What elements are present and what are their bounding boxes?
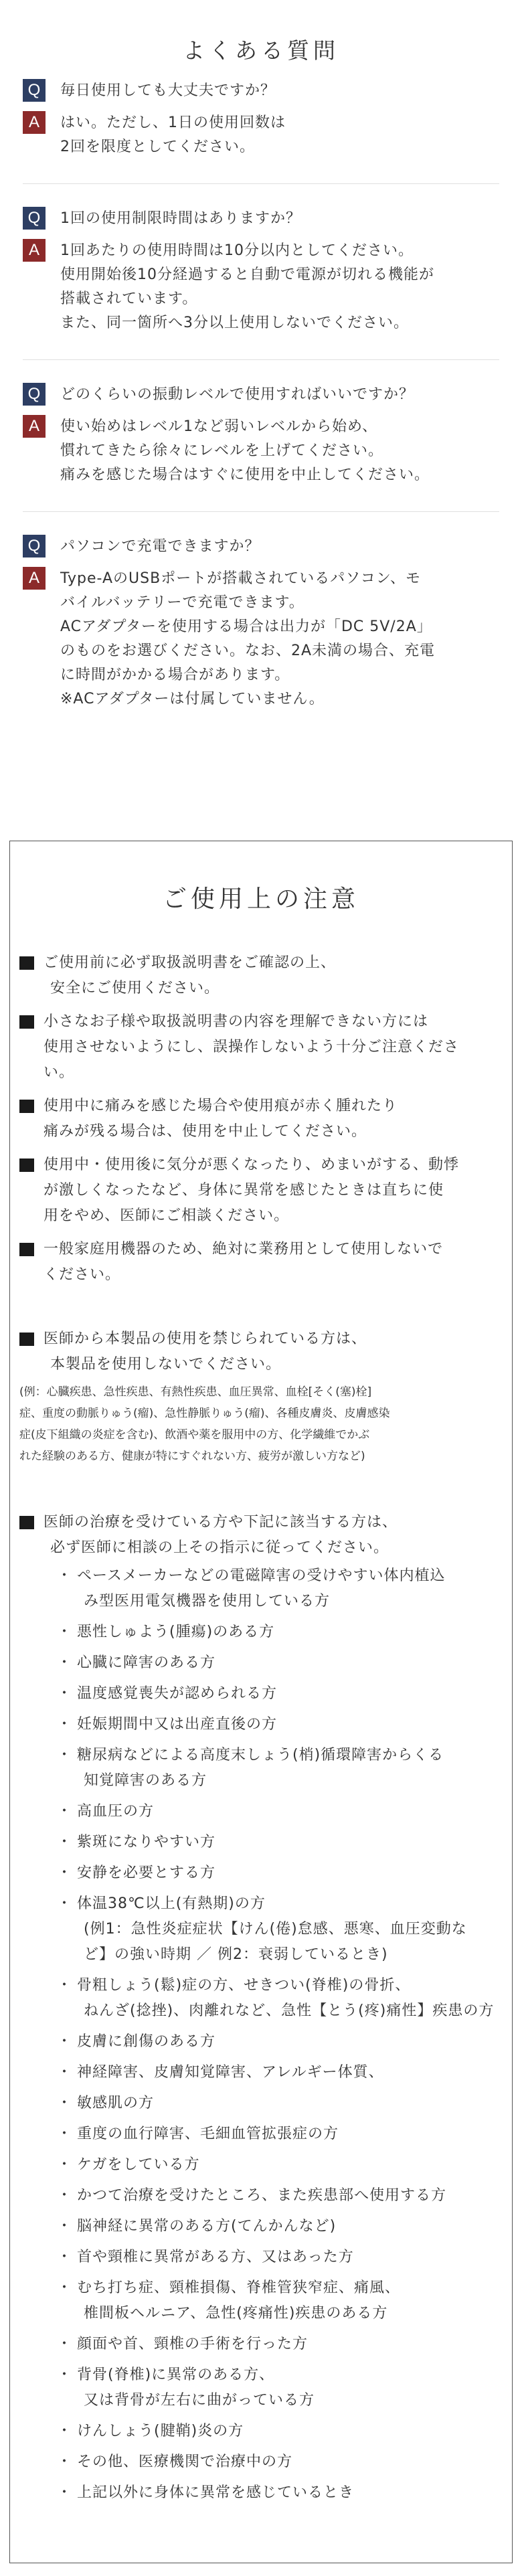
text-line: ご使用前に必ず取扱説明書をご確認の上、 [44,954,337,971]
caution-title: ご使用上の注意 [162,885,359,913]
text-line: 骨粗しょう(鬆)症の方、せきつい(脊椎)の骨折、 [77,1977,411,1994]
text-line: 安全にご使用ください。 [50,980,220,997]
question-row [23,79,499,103]
condition-text [77,1743,444,1794]
bullet-dot: ・ [57,2423,73,2439]
text-line: 必ず医師に相談の上その指示に従ってください。 [50,1539,389,1556]
answer-text [60,111,286,159]
answer-badge: A [23,567,46,590]
text-line: 又は背骨が左右に曲がっている方 [84,2392,315,2409]
text-line: い。 [44,1064,75,1081]
condition-item [57,2245,503,2270]
text-line: 2回を限度としてください。 [60,139,255,155]
text-line: ペースメーカーなどの電磁障害の受けやすい体内植込 [77,1567,446,1584]
question-badge: Q [23,207,46,230]
condition-item [57,1743,503,1794]
text-line: (例1：急性炎症症状【けん(倦)怠感、悪寒、血圧変動な [84,1921,467,1938]
bullet-dot: ・ [57,1977,73,1994]
bullet-dot: ・ [57,2187,73,2204]
caution-item [19,1237,503,1288]
text-line: ACアダプターを使用する場合は出力が「DC 5V/2A」 [60,618,432,635]
text-line: に時間がかかる場合があります。 [60,667,290,683]
faq-item [23,360,499,512]
square-bullet-icon [19,1243,34,1256]
caution-item [19,950,503,1001]
text-line: 小さなお子様や取扱説明書の内容を理解できない方には [44,1013,429,1030]
bullet-dot: ・ [57,2126,73,2142]
condition-item [57,2214,503,2239]
caution-item [19,1009,503,1086]
condition-text [77,1681,277,1707]
answer-row [23,415,499,487]
text-line: 使用中に痛みを感じた場合や使用痕が赤く腫れたり [44,1098,398,1114]
caution-box [9,841,513,2563]
caution-text [44,1326,367,1377]
condition-item [57,2029,503,2055]
caution-text [44,950,336,1001]
condition-item [57,1681,503,1707]
bullet-dot: ・ [57,1803,73,1820]
text-line: ※ACアダプターは付属していません。 [60,691,325,707]
question-badge: Q [23,535,46,557]
condition-item [57,2091,503,2116]
bullet-dot: ・ [57,1567,73,1584]
condition-item [57,2183,503,2209]
answer-text [60,239,434,335]
question-row [23,383,499,407]
text-line: 心臓に障害のある方 [77,1654,216,1671]
condition-item [57,2152,503,2178]
text-line: けんしょう(腱鞘)炎の方 [77,2423,244,2439]
bullet-dot: ・ [57,2218,73,2235]
bullet-dot: ・ [57,2367,73,2383]
condition-item [57,1650,503,1676]
condition-item [57,2419,503,2444]
text-line: 使用させないようにし、誤操作しないよう十分ご注意くださ [44,1039,460,1055]
caution-text [44,1237,443,1288]
caution-item [19,1152,503,1229]
caution-text [44,1094,398,1144]
question-badge: Q [23,383,46,406]
condition-text [77,1861,215,1886]
condition-text [77,1973,494,2024]
condition-item [57,2060,503,2085]
condition-text [77,2214,336,2239]
text-line: が激しくなったなど、身体に異常を感じたときは直ちに使 [44,1182,444,1199]
condition-text [77,2245,354,2270]
condition-text [77,2363,315,2413]
condition-text [77,2122,339,2147]
condition-text [77,2480,354,2506]
text-line: 温度感覚喪失が認められる方 [77,1685,278,1702]
doctor-prohibition [19,1326,503,1377]
condition-item [57,1620,503,1645]
condition-text [77,1799,154,1824]
question-text: どのくらいの振動レベルで使用すればいいですか？ [60,386,415,403]
square-bullet-icon [19,956,34,970]
bullet-dot: ・ [57,1685,73,1702]
text-line: 搭載されています。 [60,290,198,307]
condition-item [57,1891,503,1968]
condition-text [77,2183,446,2209]
text-line: 糖尿病などによる高度末しょう(梢)循環障害からくる [77,1747,444,1764]
condition-item [57,2332,503,2357]
text-line: また、同一箇所へ3分以上使用しないでください。 [60,315,409,331]
condition-item [57,2480,503,2506]
text-line: れた経験のある方、健康が特にすぐれない方、疲労が激しい方など) [19,1450,365,1463]
answer-badge: A [23,111,46,134]
question-text: 1回の使用制限時間はありますか？ [60,210,301,227]
bullet-dot: ・ [57,2484,73,2501]
bullet-dot: ・ [57,2280,73,2296]
condition-text [77,2060,384,2085]
condition-text [77,1712,277,1737]
text-line: 首や頸椎に異常がある方、又はあった方 [77,2249,354,2265]
text-line: むち打ち症、頸椎損傷、脊椎管狭窄症、痛風、 [77,2280,401,2296]
question-row [23,207,499,231]
text-line: ケガをしている方 [77,2156,200,2173]
faq-title: よくある質問 [183,37,339,64]
condition-item [57,2276,503,2326]
text-line: 痛みを感じた場合はすぐに使用を中止してください。 [60,466,430,483]
condition-text [77,2276,400,2326]
text-line: み型医用電気機器を使用している方 [84,1593,331,1610]
text-line: ねんざ(捻挫)、肉離れなど、急性【とう(疼)痛性】疾患の方 [84,2002,495,2019]
text-line: はい。ただし、1日の使用回数は [60,114,286,131]
condition-item [57,1799,503,1824]
faq-item [23,512,499,711]
text-line: 高血圧の方 [77,1803,155,1820]
bullet-dot: ・ [57,1895,73,1912]
text-line: かつて治療を受けたところ、また疾患部へ使用する方 [77,2187,447,2204]
faq-list [0,79,522,711]
question-text: パソコンで充電できますか？ [60,538,260,555]
answer-row [23,567,499,711]
condition-text [77,1650,215,1676]
bullet-dot: ・ [57,2156,73,2173]
caution-text [44,1009,459,1086]
answer-row [23,111,499,159]
consult-doctor [19,1510,503,1561]
answer-badge: A [23,415,46,438]
text-line: ど】の強い時期 ／ 例2：衰弱しているとき) [84,1946,388,1963]
square-bullet-icon [19,1015,34,1029]
condition-text [77,1830,215,1855]
bullet-dot: ・ [57,1747,73,1764]
bullet-dot: ・ [57,2064,73,2081]
text-line: ください。 [44,1266,121,1283]
bullet-dot: ・ [57,2033,73,2050]
text-line: 1回あたりの使用時間は10分以内としてください。 [60,242,414,259]
faq-item [23,184,499,360]
text-line: 安静を必要とする方 [77,1865,216,1881]
caution-body [10,950,512,2506]
condition-list [57,1563,503,2506]
square-bullet-icon [19,1333,34,1346]
text-line: 体温38℃以上(有熱期)の方 [77,1895,266,1912]
text-line: 本製品を使用しないでください。 [50,1356,282,1373]
answer-row [23,239,499,335]
condition-text [77,2450,292,2475]
question-row [23,535,499,559]
text-line: 一般家庭用機器のため、絶対に業務用として使用しないで [44,1241,444,1258]
text-line: 顔面や首、頸椎の手術を行った方 [77,2336,309,2352]
text-line: 医師の治療を受けている方や下記に該当する方は、 [44,1514,398,1531]
text-line: その他、医療機関で治療中の方 [77,2454,293,2470]
bullet-dot: ・ [57,1865,73,1881]
condition-text [77,2029,215,2055]
square-bullet-icon [19,1516,34,1529]
question-text: 毎日使用しても大丈夫ですか？ [60,82,276,99]
caution-text [44,1152,459,1229]
text-line: 重度の血行障害、毛細血管拡張症の方 [77,2126,339,2142]
text-line: 敏感肌の方 [77,2095,155,2112]
text-line: 椎間板ヘルニア、急性(疼痛性)疾患のある方 [84,2305,388,2322]
bullet-dot: ・ [57,1654,73,1671]
square-bullet-icon [19,1158,34,1172]
text-line: (例：心臓疾患、急性疾患、有熱性疾患、血圧異常、血栓[そく(塞)栓] [19,1385,372,1399]
text-line: のものをお選びください。なお、2A未満の場合、充電 [60,642,436,659]
condition-text [77,2152,200,2178]
condition-item [57,1563,503,1614]
text-line: 使用開始後10分経過すると自動で電源が切れる機能が [60,266,434,283]
text-line: 症、重度の動脈りゅう(瘤)、急性静脈りゅう(瘤)、各種皮膚炎、皮膚感染 [19,1407,390,1420]
question-badge: Q [23,79,46,102]
text-line: 背骨(脊椎)に異常のある方、 [77,2367,275,2383]
answer-badge: A [23,239,46,262]
text-line: Type-AのUSBポートが搭載されているパソコン、モ [60,570,421,587]
text-line: 脳神経に異常のある方(てんかんなど) [77,2218,337,2235]
bullet-dot: ・ [57,2095,73,2112]
condition-text [77,1620,274,1645]
condition-item [57,2363,503,2413]
caution-item [19,1094,503,1144]
answer-text [60,415,430,487]
bullet-dot: ・ [57,2454,73,2470]
answer-text [60,567,435,711]
faq-item [23,79,499,184]
text-line: バイルバッテリーで充電できます。 [60,594,304,611]
condition-text [77,1891,467,1968]
condition-item [57,1712,503,1737]
condition-text [77,2332,308,2357]
text-line: 上記以外に身体に異常を感じているとき [77,2484,355,2501]
bullet-dot: ・ [57,2336,73,2352]
caution-text [44,1510,398,1561]
doctor-note [19,1381,503,1467]
condition-text [77,2091,154,2116]
condition-text [77,1563,445,1614]
text-line: 用をやめ、医師にご相談ください。 [44,1207,290,1224]
text-line: 使用中・使用後に気分が悪くなったり、めまいがする、動悸 [44,1156,460,1173]
bullet-dot: ・ [57,1624,73,1640]
condition-item [57,1861,503,1886]
bullet-dot: ・ [57,2249,73,2265]
text-line: 医師から本製品の使用を禁じられている方は、 [44,1330,367,1347]
text-line: 皮膚に創傷のある方 [77,2033,216,2050]
condition-item [57,2122,503,2147]
text-line: 知覚障害のある方 [84,1772,207,1789]
text-line: 痛みが残る場合は、使用を中止してください。 [44,1123,367,1140]
text-line: 症(皮下組織の炎症を含む)、飲酒や薬を服用中の方、化学繊維でかぶ [19,1428,370,1442]
condition-item [57,1830,503,1855]
square-bullet-icon [19,1100,34,1113]
text-line: 慣れてきたら徐々にレベルを上げてください。 [60,442,384,459]
text-line: 使い始めはレベル1など弱いレベルから始め、 [60,418,378,435]
text-line: 神経障害、皮膚知覚障害、アレルギー体質、 [77,2064,384,2081]
condition-text [77,2419,244,2444]
text-line: 悪性しゅよう(腫瘍)のある方 [77,1624,275,1640]
bullet-dot: ・ [57,1834,73,1851]
condition-item [57,1973,503,2024]
text-line: 妊娠期間中又は出産直後の方 [77,1716,278,1733]
bullet-dot: ・ [57,1716,73,1733]
text-line: 紫斑になりやすい方 [77,1834,216,1851]
condition-item [57,2450,503,2475]
